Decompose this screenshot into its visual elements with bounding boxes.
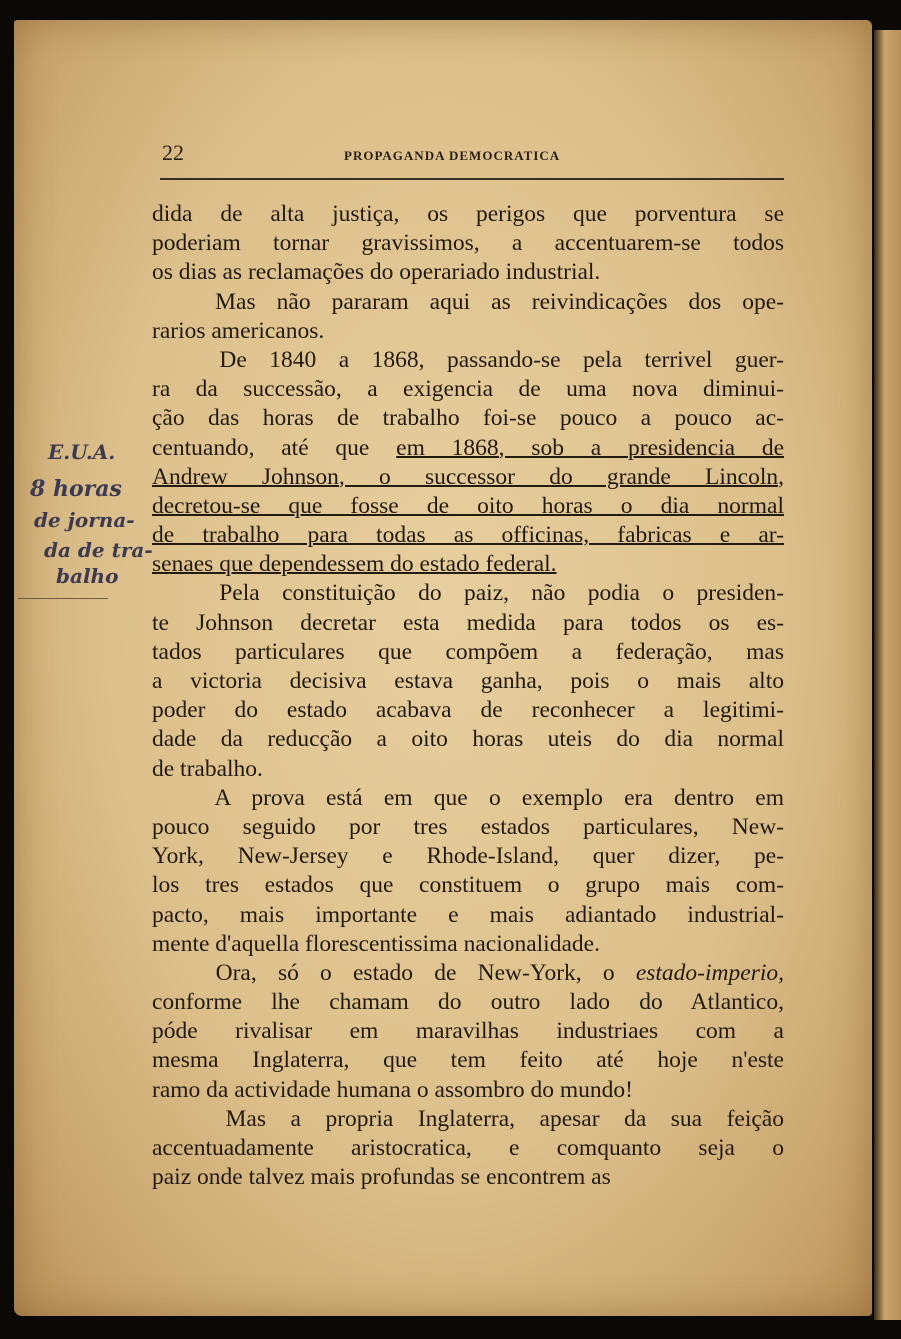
line-text: pacto, mais importante e mais adiantado industrial- xyxy=(152,901,784,928)
text-line xyxy=(152,871,784,900)
header-rule xyxy=(160,178,784,180)
underlined-text: Andrew Johnson, o successor do grande Lincoln, xyxy=(152,463,784,490)
text-line xyxy=(152,784,784,813)
text-line xyxy=(152,609,784,638)
text-line xyxy=(152,1105,784,1134)
text-line xyxy=(152,755,784,784)
line-text: Mas não pararam aqui as reivindicações dos ope- xyxy=(152,288,784,315)
text-line xyxy=(152,1046,784,1075)
margin-rule xyxy=(18,598,108,599)
line-text: rarios americanos. xyxy=(152,317,325,344)
text-line xyxy=(152,1163,784,1192)
text-line xyxy=(152,200,784,229)
margin-note-4: da de tra- xyxy=(44,538,153,562)
text-line xyxy=(152,492,784,521)
underlined-text: em 1868, sob a presidencia de xyxy=(396,434,785,461)
body-text xyxy=(152,200,784,1192)
text-line xyxy=(152,988,784,1017)
line-text: tados particulares que compõem a federação, mas xyxy=(152,638,784,665)
text-line xyxy=(152,463,784,492)
margin-note-5: balho xyxy=(56,564,119,588)
text-line xyxy=(152,638,784,667)
text-line xyxy=(152,813,784,842)
running-header xyxy=(162,140,782,170)
text-line xyxy=(152,667,784,696)
line-text: paiz onde talvez mais profundas se encontrem as xyxy=(152,1164,611,1191)
line-text: Pela constituição do paiz, não podia o presiden- xyxy=(152,580,784,607)
margin-note-2: 8 horas xyxy=(30,476,122,502)
line-text: dade da reducção a oito horas uteis do dia normal xyxy=(152,726,784,753)
line-text: De 1840 a 1868, passando-se pela terrivel guer- xyxy=(152,346,784,373)
text-line xyxy=(152,521,784,550)
line-text: dida de alta justiça, os perigos que porventura se xyxy=(152,201,784,227)
text-line xyxy=(152,550,784,579)
text-line xyxy=(152,1017,784,1046)
next-page-edge xyxy=(874,30,901,1320)
line-text: conforme lhe chamam do outro lado do Atlantico, xyxy=(152,989,784,1016)
line-text: os dias as reclamações do operariado industrial. xyxy=(152,259,601,286)
line-text: de trabalho. xyxy=(152,755,263,782)
underlined-text: senaes que dependessem do estado federal. xyxy=(152,551,557,578)
line-text: te Johnson decretar esta medida para todos os es- xyxy=(152,609,784,636)
line-text: A prova está em que o exemplo era dentro em xyxy=(152,784,784,811)
text-line xyxy=(152,288,784,317)
line-text: centuando, até que xyxy=(152,434,397,461)
text-line xyxy=(152,258,784,287)
text-line xyxy=(152,842,784,871)
text-line xyxy=(152,725,784,754)
line-text: Ora, só o estado de New-York, o xyxy=(152,959,636,986)
text-line xyxy=(152,346,784,375)
line-text: los tres estados que constituem o grupo mais com- xyxy=(152,872,784,899)
text-line xyxy=(152,1076,784,1105)
underlined-text: de trabalho para todas as officinas, fabricas e ar- xyxy=(152,522,784,549)
text-line xyxy=(152,696,784,725)
line-text: a victoria decisiva estava ganha, pois o mais alto xyxy=(152,668,784,694)
text-line xyxy=(152,317,784,346)
margin-note-1: E.U.A. xyxy=(48,440,116,464)
line-text: poderiam tornar gravissimos, a accentuarem-se todos xyxy=(152,230,784,257)
text-line xyxy=(152,434,784,463)
margin-note-3: de jorna- xyxy=(34,508,135,532)
underlined-text: decretou-se que fosse de oito horas o dia normal xyxy=(152,492,784,519)
line-text: mente d'aquella florescentissima nacionalidade. xyxy=(152,930,600,957)
text-line xyxy=(152,404,784,433)
line-text: mesma Inglaterra, que tem feito até hoje n'este xyxy=(152,1047,784,1074)
line-text: Mas a propria Inglaterra, apesar da sua feição xyxy=(152,1105,784,1132)
line-text: ção das horas de trabalho foi-se pouco a pouco ac- xyxy=(152,405,784,432)
text-line xyxy=(152,579,784,608)
text-line xyxy=(152,229,784,258)
page-number: 22 xyxy=(162,140,184,165)
text-line xyxy=(152,930,784,959)
italic-text: estado-imperio, xyxy=(635,959,784,986)
text-line xyxy=(152,1134,784,1163)
text-line xyxy=(152,375,784,404)
line-text: ramo da actividade humana o assombro do mundo! xyxy=(152,1076,633,1103)
line-text: póde rivalisar em maravilhas industriaes com a xyxy=(152,1018,784,1045)
text-line xyxy=(152,901,784,930)
line-text: York, New-Jersey e Rhode-Island, quer dizer, pe- xyxy=(152,843,784,870)
line-text: poder do estado acabava de reconhecer a legitimi- xyxy=(152,697,784,724)
running-title: PROPAGANDA DEMOCRATICA xyxy=(344,148,561,163)
text-line xyxy=(152,959,784,988)
line-text: ra da successão, a exigencia de uma nova diminui- xyxy=(152,376,784,403)
line-text: accentuadamente aristocratica, e comquanto seja o xyxy=(152,1135,784,1161)
line-text: pouco seguido por tres estados particulares, New- xyxy=(152,813,784,840)
